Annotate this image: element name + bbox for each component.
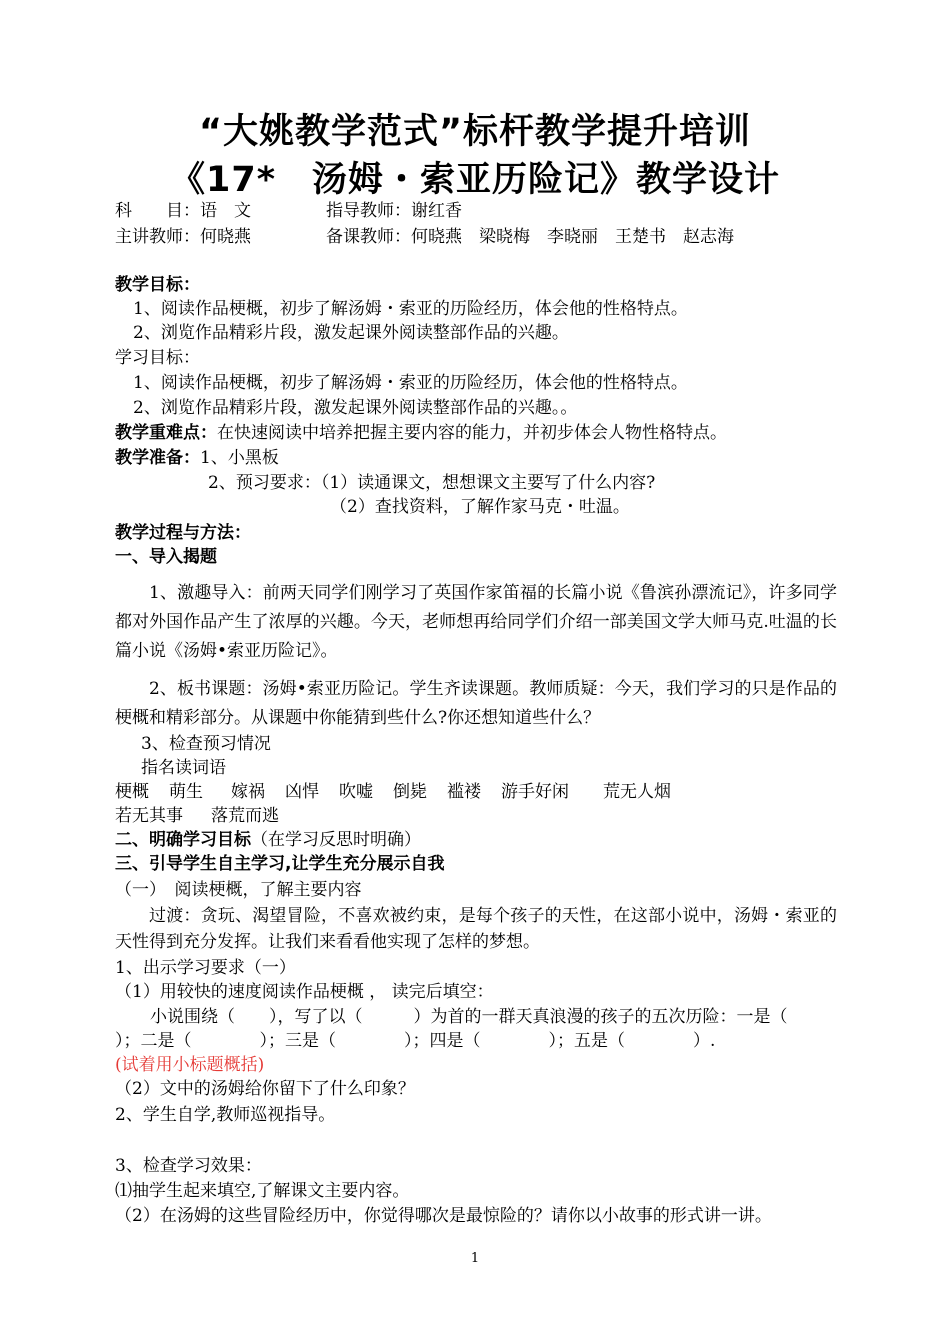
subject-label: 科 目： — [115, 201, 200, 221]
section-row — [115, 829, 421, 851]
word-item: 凶悍 — [285, 782, 319, 802]
word-item: 倒毙 — [393, 782, 427, 802]
lecturer-value: 何晓燕 — [200, 227, 251, 247]
prep-teacher: 李晓丽 — [547, 227, 598, 247]
prep-teacher: 王楚书 — [615, 227, 666, 247]
fill-blank-line: 小说围绕（ ），写了以（ ）为首的一群天真浪漫的孩子的五次历险：一是（ — [150, 1007, 788, 1027]
check-item: （2）在汤姆的这些冒险经历中，你觉得哪次是最惊险的？请你以小故事的形式讲一讲。 — [115, 1206, 772, 1226]
key-points-label: 教学重难点： — [115, 423, 217, 443]
word-item: 荒无人烟 — [603, 782, 671, 802]
word-item: 游手好闲 — [501, 782, 569, 802]
teaching-goal-item: 1、阅读作品梗概，初步了解汤姆・索亚的历险经历，体会他的性格特点。 — [133, 299, 688, 319]
key-points-row — [115, 422, 727, 444]
word-list-row — [115, 781, 671, 803]
read-words-line: 指名读词语 — [141, 758, 226, 778]
transition-paragraph: 过渡：贪玩、渴望冒险，不喜欢被约束，是每个孩子的天性，在这部小说中，汤姆・索亚的天性得到充分发挥。让我们来看看他实现了怎样的梦想。 — [115, 906, 837, 952]
mentor-label: 指导教师： — [326, 201, 411, 221]
prep-teacher: 何晓燕 — [411, 227, 462, 247]
question-line: （2）文中的汤姆给你留下了什么印象？ — [115, 1079, 415, 1099]
section-heading: 二、明确学习目标 — [115, 830, 251, 850]
teaching-goal-item: 2、浏览作品精彩片段，激发起课外阅读整部作品的兴趣。 — [133, 323, 569, 343]
prep-teachers-row — [326, 226, 734, 248]
word-item: 梗概 — [115, 782, 149, 802]
lecturer-row — [115, 226, 251, 248]
fill-hint: (试着用小标题概括) — [115, 1055, 265, 1075]
learning-goal-item: 2、浏览作品精彩片段，激发起课外阅读整部作品的兴趣。。 — [133, 398, 578, 418]
prep-item: 2、预习要求：（1）读通课文，想想课文主要写了什么内容? — [208, 473, 656, 493]
mentor-value: 谢红香 — [411, 201, 462, 221]
meta-row-1 — [115, 200, 251, 222]
word-item: 吹嘘 — [339, 782, 373, 802]
section-note: （在学习反思时明确） — [251, 830, 421, 850]
check-effect-heading: 3、检查学习效果： — [115, 1156, 262, 1176]
lecturer-label: 主讲教师： — [115, 227, 200, 247]
word-item: 褴褛 — [447, 782, 481, 802]
prep-item: 1、小黑板 — [200, 448, 279, 468]
mentor-row — [326, 200, 462, 222]
key-points-text: 在快速阅读中培养把握主要内容的能力，并初步体会人物性格特点。 — [217, 423, 727, 443]
learning-goal-item: 1、阅读作品梗概，初步了解汤姆・索亚的历险经历，体会他的性格特点。 — [133, 373, 688, 393]
prep-teacher: 赵志海 — [683, 227, 734, 247]
question-line: （1）用较快的速度阅读作品梗概 ， 读完后填空： — [115, 982, 494, 1002]
prep-item: （2）查找资料，了解作家马克・吐温。 — [330, 497, 630, 517]
page-title: “大姚教学范式”标杆教学提升培训 — [198, 112, 751, 152]
page-number: 1 — [470, 1251, 480, 1266]
section-heading: 一、导入揭题 — [115, 547, 217, 567]
lesson-title: 《17* 汤姆・索亚历险记》教学设计 — [169, 160, 780, 200]
word-item: 萌生 — [169, 782, 203, 802]
word-item: 落荒而逃 — [211, 806, 279, 826]
prep-teacher: 梁晓梅 — [479, 227, 530, 247]
prep-teachers-label: 备课教师： — [326, 227, 411, 247]
board-paragraph: 2、板书课题：汤姆•索亚历险记。学生齐读课题。教师质疑：今天，我们学习的只是作品的梗概和精彩部分。从课题中你能猜到些什么?你还想知道些什么？ — [115, 679, 837, 728]
word-item: 嫁祸 — [231, 782, 265, 802]
teaching-goals-heading: 教学目标： — [115, 275, 200, 295]
instruction-line: 2、学生自学,教师巡视指导。 — [115, 1105, 336, 1125]
subject-value: 语 文 — [200, 201, 251, 221]
word-list-row — [115, 805, 279, 827]
check-preview-line: 3、检查预习情况 — [141, 734, 271, 754]
check-item: ⑴抽学生起来填空,了解课文主要内容。 — [115, 1181, 410, 1201]
word-item: 若无其事 — [115, 806, 183, 826]
process-heading: 教学过程与方法： — [115, 523, 251, 543]
requirement-heading: 1、出示学习要求（一） — [115, 958, 296, 978]
prep-row — [115, 447, 279, 469]
prep-label: 教学准备： — [115, 448, 200, 468]
section-heading: 三、引导学生自主学习,让学生充分展示自我 — [115, 854, 445, 874]
learning-goals-heading: 学习目标： — [115, 348, 200, 368]
subsection-heading: （一） 阅读梗概，了解主要内容 — [115, 880, 362, 900]
intro-paragraph: 1、激趣导入：前两天同学们刚学习了英国作家笛福的长篇小说《鲁滨孙漂流记》，许多同学都对外国作品产生了浓厚的兴趣。今天，老师想再给同学们介绍一部美国文学大师马克.吐温的长篇小说《汤姆•索亚历险记》。 — [115, 583, 837, 661]
fill-blank-line: ）；二是（ ）；三是（ ）；四是（ ）；五是（ ）. — [115, 1031, 716, 1051]
